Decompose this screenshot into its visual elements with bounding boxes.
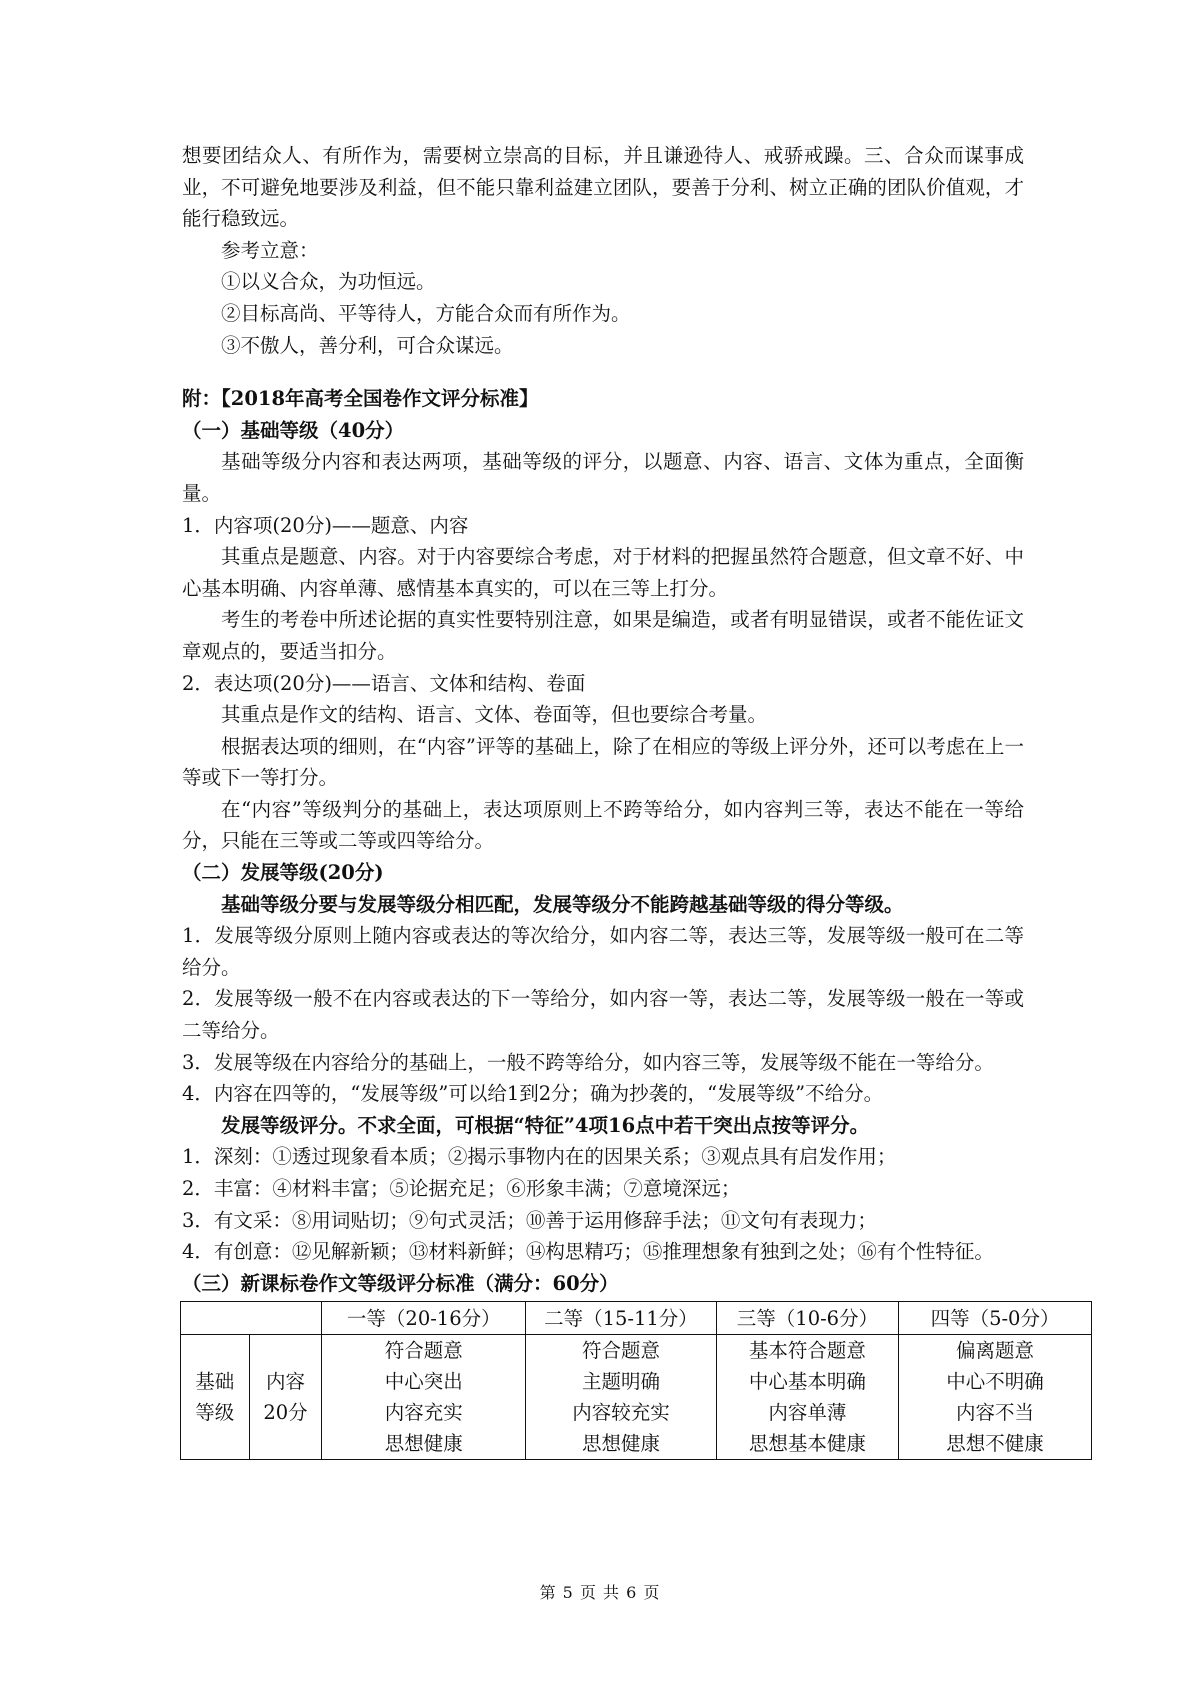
appendix-title: 附：【2018年高考全国卷作文评分标准】: [182, 387, 539, 411]
feature-1: 1．深刻：①透过现象看本质；②揭示事物内在的因果关系；③观点具有启发作用；: [182, 1145, 897, 1169]
dev-rule-3: 3．发展等级在内容给分的基础上，一般不跨等给分，如内容三等，发展等级不能在一等给分。: [182, 1050, 994, 1074]
section-2-heading: （二）发展等级(20分): [182, 861, 384, 885]
row-category-basic: 基础 等级: [181, 1335, 250, 1460]
cell-grade-3-criteria: 基本符合题意 中心基本明确 内容单薄 思想基本健康: [716, 1335, 898, 1460]
content-item-para-2: 考生的考卷中所述论据的真实性要特别注意，如果是编造，或者有明显错误，或者不能佐证文章观点的，要适当扣分。: [182, 608, 1024, 663]
document-page: [182, 140, 1060, 1460]
content-item-para-1: 其重点是题意、内容。对于内容要综合考虑，对于材料的把握虽然符合题意，但文章不好、中心基本明确、内容单薄、感情基本真实的，可以在三等上打分。: [182, 545, 1024, 600]
row-subcategory-content: 内容 20分: [249, 1335, 322, 1460]
table-row: [181, 1335, 1092, 1460]
section-1-intro: 基础等级分内容和表达两项，基础等级的评分，以题意、内容、语言、文体为重点，全面衡量。: [182, 450, 1024, 505]
header-grade-1: 一等（20-16分）: [322, 1302, 526, 1335]
ref-item-3: ③不傲人，善分利，可合众谋远。: [221, 333, 514, 357]
section-2-bold-scoring: 发展等级评分。不求全面，可根据“特征”4项16点中若干突出点按等评分。: [221, 1113, 870, 1137]
content-item-heading: 1．内容项(20分)——题意、内容: [182, 513, 469, 537]
table-header-row: [181, 1302, 1092, 1335]
dev-rule-1: 1．发展等级分原则上随内容或表达的等次给分，如内容二等，表达三等，发展等级一般可在二等给分。: [182, 924, 1024, 979]
ref-title: 参考立意：: [221, 238, 319, 262]
ref-item-1: ①以义合众，为功恒远。: [221, 270, 436, 294]
cell-grade-1-criteria: 符合题意 中心突出 内容充实 思想健康: [322, 1335, 526, 1460]
expression-item-para-2: 根据表达项的细则，在“内容”评等的基础上，除了在相应的等级上评分外，还可以考虑在上一等或下一等打分。: [182, 734, 1024, 790]
grading-table: [180, 1301, 1092, 1460]
dev-rule-2: 2．发展等级一般不在内容或表达的下一等给分，如内容一等，表达二等，发展等级一般在一等或二等给分。: [182, 987, 1024, 1043]
expression-item-heading: 2．表达项(20分)——语言、文体和结构、卷面: [182, 671, 586, 695]
intro-paragraph: 想要团结众人、有所作为，需要树立崇高的目标，并且谦逊待人、戒骄戒躁。三、合众而谋事成业，不可避免地要涉及利益，但不能只靠利益建立团队，要善于分利、树立正确的团队价值观，才能行稳致远。: [182, 144, 1024, 231]
section-1-heading: （一）基础等级（40分）: [182, 418, 405, 442]
page-footer: 第 5 页 共 6 页: [539, 1583, 661, 1602]
header-grade-2: 二等（15-11分）: [526, 1302, 717, 1335]
dev-rule-4: 4．内容在四等的，“发展等级”可以给1到2分；确为抄袭的，“发展等级”不给分。: [182, 1082, 884, 1106]
feature-4: 4．有创意：⑫见解新颖；⑬材料新鲜；⑭构思精巧；⑮推理想象有独到之处；⑯有个性特征。: [182, 1240, 994, 1264]
feature-3: 3．有文采：⑧用词贴切；⑨句式灵活；⑩善于运用修辞手法；⑪文句有表现力；: [182, 1208, 877, 1232]
cell-grade-4-criteria: 偏离题意 中心不明确 内容不当 思想不健康: [899, 1335, 1092, 1460]
feature-2: 2．丰富：④材料丰富；⑤论据充足；⑥形象丰满；⑦意境深远；: [182, 1177, 741, 1200]
cell-grade-2-criteria: 符合题意 主题明确 内容较充实 思想健康: [526, 1335, 717, 1460]
ref-item-2: ②目标高尚、平等待人，方能合众而有所作为。: [221, 301, 631, 325]
table-corner-cell: [181, 1302, 322, 1335]
section-2-bold-rule: 基础等级分要与发展等级分相匹配，发展等级分不能跨越基础等级的得分等级。: [221, 892, 904, 916]
header-grade-4: 四等（5-0分）: [899, 1302, 1092, 1335]
header-grade-3: 三等（10-6分）: [716, 1302, 898, 1335]
section-3-heading: （三）新课标卷作文等级评分标准（满分：60分）: [182, 1271, 619, 1295]
expression-item-para-3: 在“内容”等级判分的基础上，表达项原则上不跨等给分，如内容判三等，表达不能在一等给分，只能在三等或二等或四等给分。: [182, 797, 1024, 853]
expression-item-para-1: 其重点是作文的结构、语言、文体、卷面等，但也要综合考量。: [221, 703, 768, 727]
